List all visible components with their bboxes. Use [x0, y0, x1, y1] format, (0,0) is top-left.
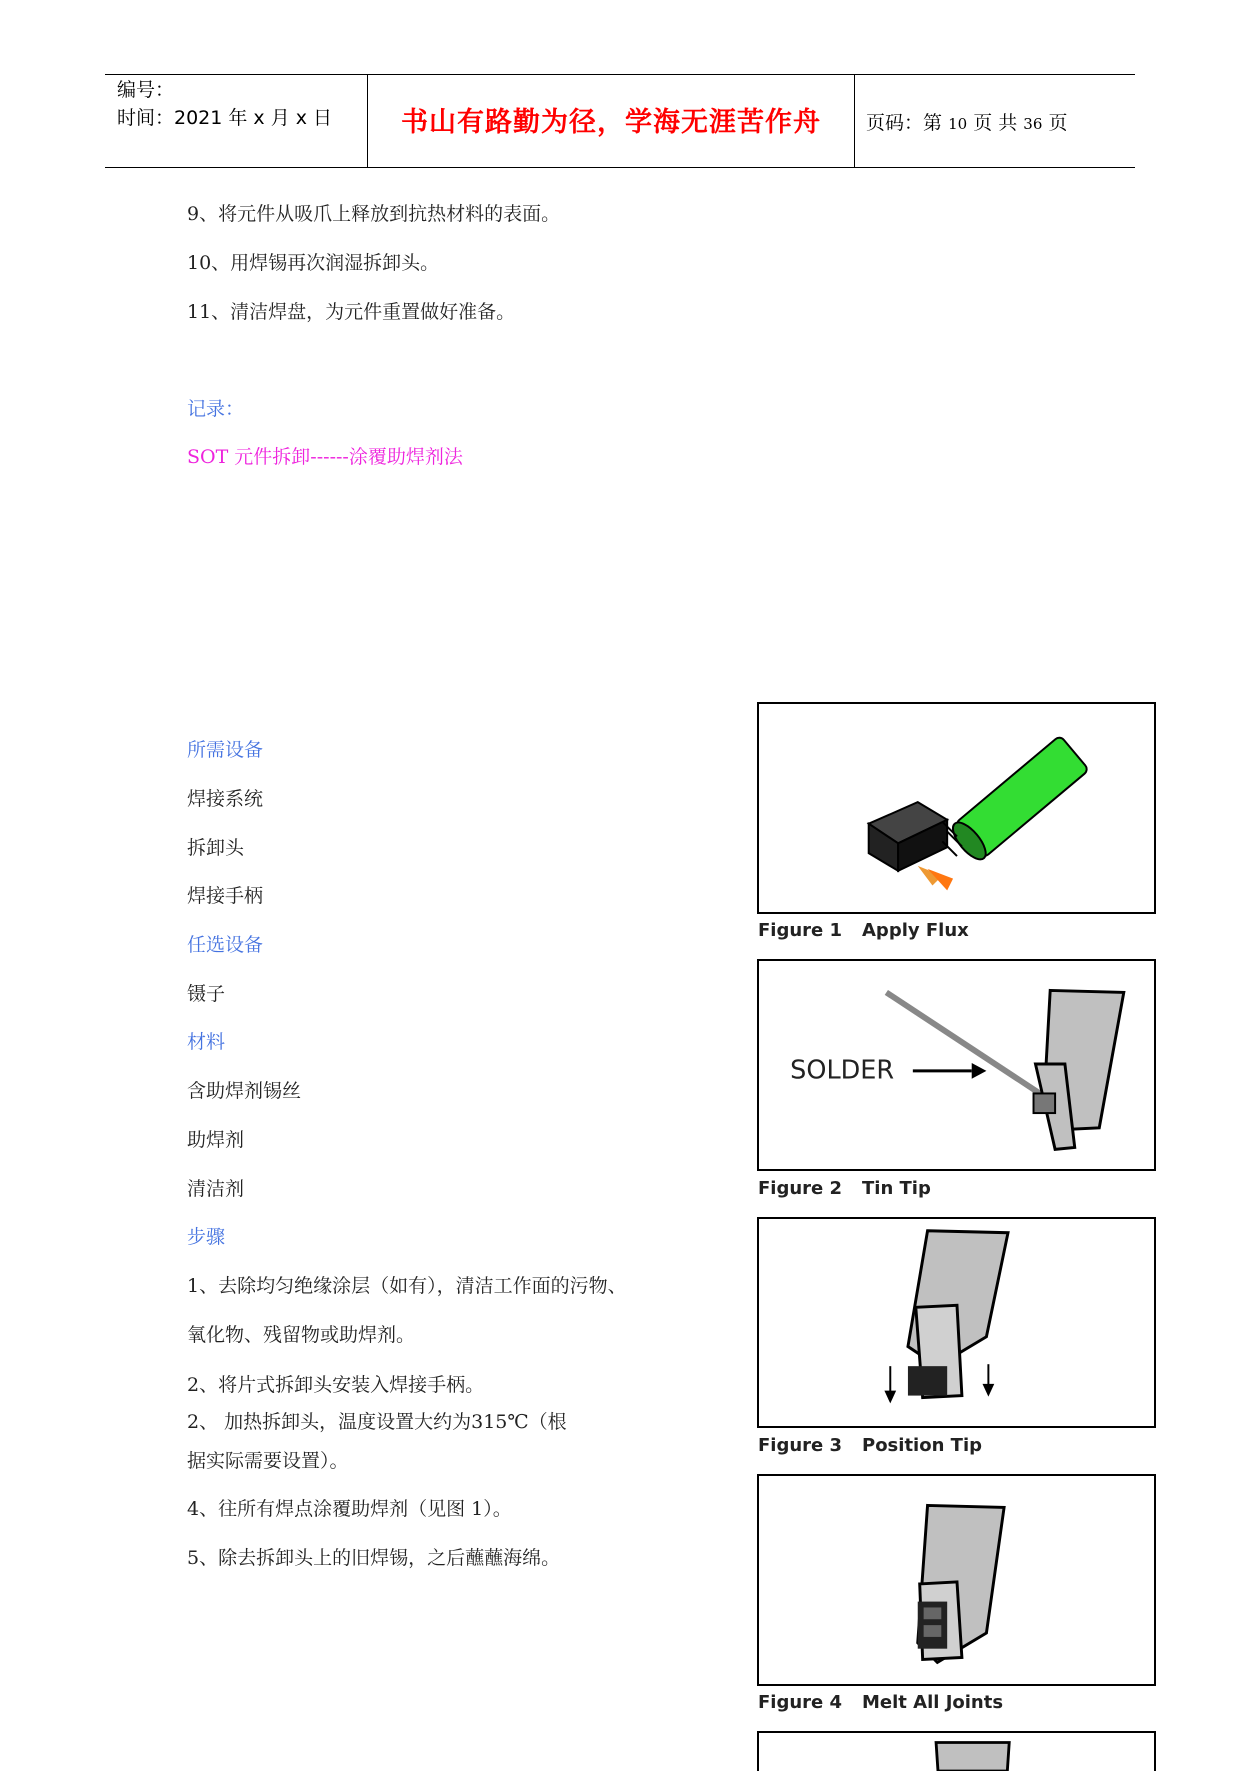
step-line: 2、将片式拆卸头安装入焊接手柄。: [187, 1374, 485, 1396]
step-line: 1、去除均匀绝缘涂层（如有），清洁工作面的污物、: [187, 1275, 627, 1297]
document-time-label: 时间：2021 年 x 月 x 日: [117, 107, 333, 129]
figure-title: Melt All Joints: [862, 1692, 1004, 1713]
header-divider-right: [854, 74, 855, 167]
figure-2-caption: [758, 1178, 931, 1199]
page-number: [866, 108, 1067, 135]
melt-joints-illustration: [759, 1476, 1154, 1684]
list-item: 焊接手柄: [187, 885, 264, 907]
next-figure-illustration: [759, 1733, 1154, 1771]
figure-1-image: [757, 702, 1156, 914]
tin-tip-illustration: [759, 961, 1154, 1169]
list-item: 焊接系统: [187, 788, 264, 810]
header-left-cell: [117, 76, 332, 132]
figure-4-image: [757, 1474, 1156, 1686]
solder-label: SOLDER: [790, 1055, 895, 1086]
header-bottom-rule: [105, 167, 1135, 168]
record-label: 记录：: [187, 398, 245, 420]
figure-number: Figure 1: [758, 920, 843, 941]
steps-heading: 步骤: [187, 1226, 226, 1248]
list-item: 清洁剂: [187, 1178, 245, 1200]
flux-applicator-illustration: [759, 704, 1154, 912]
header-top-rule: [105, 74, 1135, 75]
figure-number: Figure 4: [758, 1692, 843, 1713]
top-step: 9、将元件从吸爪上释放到抗热材料的表面。: [187, 203, 561, 225]
materials-heading: 材料: [187, 1031, 226, 1053]
page-mid: 页 共: [973, 112, 1018, 134]
top-step: 11、清洁焊盘，为元件重置做好准备。: [187, 301, 516, 323]
list-item: 拆卸头: [187, 837, 245, 859]
figure-title: Tin Tip: [862, 1178, 931, 1199]
list-item: 镊子: [187, 983, 226, 1005]
figure-4-caption: [758, 1692, 1003, 1713]
header-motto: 书山有路勤为径，学海无涯苦作舟: [401, 107, 821, 138]
figure-3-caption: [758, 1435, 982, 1456]
list-item: 含助焊剂锡丝: [187, 1080, 302, 1102]
list-item: 助焊剂: [187, 1129, 245, 1151]
figure-3-image: [757, 1217, 1156, 1428]
page-total: 36: [1023, 115, 1043, 133]
position-tip-illustration: [759, 1219, 1154, 1426]
document-number-label: 编号：: [117, 79, 175, 101]
figure-number: Figure 3: [758, 1435, 843, 1456]
figure-5-image-partial: [757, 1731, 1156, 1771]
step-line: 氧化物、残留物或助焊剂。: [187, 1324, 416, 1346]
figure-title: Apply Flux: [862, 920, 969, 941]
figure-title: Position Tip: [862, 1435, 982, 1456]
top-step: 10、用焊锡再次润湿拆卸头。: [187, 252, 440, 274]
page-current: 10: [948, 115, 968, 133]
optional-heading: 任选设备: [187, 934, 264, 956]
step-line: 据实际需要设置）。: [187, 1450, 349, 1472]
figure-1-caption: [758, 920, 969, 941]
section-title: SOT 元件拆卸------涂覆助焊剂法: [187, 446, 463, 468]
equipment-heading: 所需设备: [187, 739, 264, 761]
step-line: 4、往所有焊点涂覆助焊剂（见图 1）。: [187, 1498, 512, 1520]
figure-2-image: [757, 959, 1156, 1171]
step-line: 5、除去拆卸头上的旧焊锡，之后蘸蘸海绵。: [187, 1547, 561, 1569]
page-suffix: 页: [1048, 112, 1068, 134]
page-prefix: 页码：第: [866, 112, 943, 134]
step-line: 2、 加热拆卸头，温度设置大约为315℃（根: [187, 1411, 567, 1433]
figure-number: Figure 2: [758, 1178, 843, 1199]
